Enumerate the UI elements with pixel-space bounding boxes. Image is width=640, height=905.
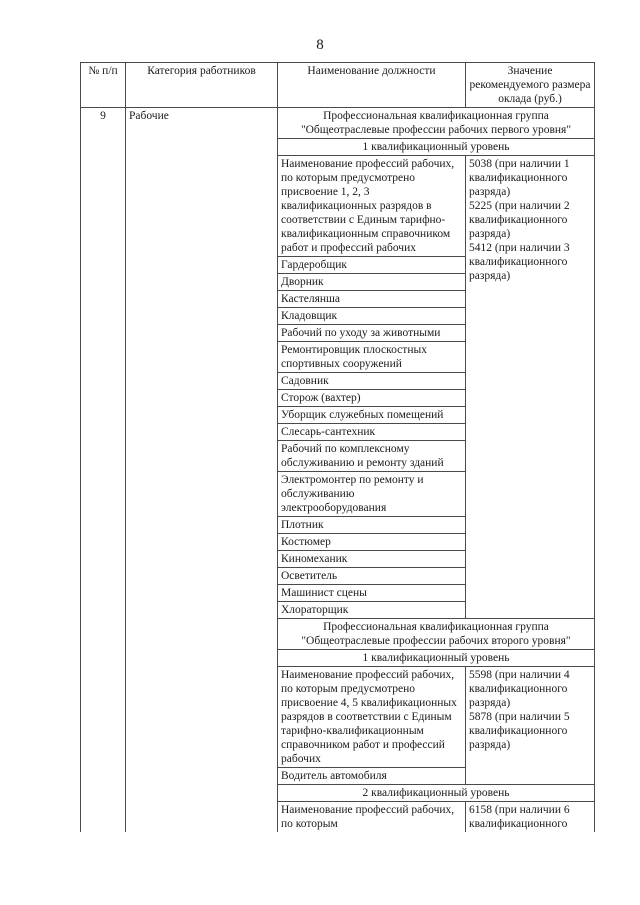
- salary-value: 6158 (при наличии 6 квалификационного: [469, 804, 570, 830]
- position-name: Кастелянша: [278, 291, 466, 308]
- salary-value: 5225 (при наличии 2 квалификационного разряда): [469, 200, 570, 240]
- position-name: Осветитель: [278, 568, 466, 585]
- salary-value: 5038 (при наличии 1 квалификационного разряда): [469, 158, 570, 198]
- group-title-line2: "Общеотраслевые профессии рабочих первого уровня": [300, 124, 572, 136]
- level-label: 2 квалификационный уровень: [278, 785, 595, 802]
- row-category: Рабочие: [126, 108, 278, 833]
- salary-value: 5878 (при наличии 5 квалификационного разряда): [469, 711, 570, 751]
- salary-value: 5598 (при наличии 4 квалификационного разряда): [469, 669, 570, 709]
- group-title: [278, 108, 595, 139]
- position-name: Уборщик служебных помещений: [278, 407, 466, 424]
- position-name: Электромонтер по ремонту и обслуживанию электрооборудования: [278, 472, 466, 517]
- header-number: № п/п: [81, 63, 126, 108]
- header-position: Наименование должности: [278, 63, 466, 108]
- position-name: Дворник: [278, 274, 466, 291]
- salary-cell: [466, 156, 595, 619]
- position-name: Водитель автомобиля: [278, 768, 466, 785]
- salary-cell: [466, 667, 595, 785]
- level-description: Наименование профессий рабочих, по которым: [278, 802, 466, 833]
- position-name: Рабочий по уходу за животными: [278, 325, 466, 342]
- position-name: Машинист сцены: [278, 585, 466, 602]
- group-title-line2: "Общеотраслевые профессии рабочих второго уровня": [301, 635, 571, 647]
- position-name: Хлораторщик: [278, 602, 466, 619]
- group-title-line1: Профессиональная квалификационная группа: [323, 621, 549, 633]
- position-name: Сторож (вахтер): [278, 390, 466, 407]
- table-header-row: [81, 63, 595, 108]
- header-category: Категория работников: [126, 63, 278, 108]
- position-name: Кладовщик: [278, 308, 466, 325]
- group-title-line1: Профессиональная квалификационная группа: [323, 110, 549, 122]
- level-label: 1 квалификационный уровень: [278, 650, 595, 667]
- position-name: Слесарь-сантехник: [278, 424, 466, 441]
- position-name: Садовник: [278, 373, 466, 390]
- page-number: 8: [316, 37, 324, 53]
- group-title-row: [81, 108, 595, 139]
- position-name: Рабочий по комплексному обслуживанию и ремонту зданий: [278, 441, 466, 472]
- position-name: Гардеробщик: [278, 257, 466, 274]
- salary-value: 5412 (при наличии 3 квалификационного разряда): [469, 242, 570, 282]
- header-salary: Значение рекомендуемого размера оклада (руб.): [466, 63, 595, 108]
- level-label: 1 квалификационный уровень: [278, 139, 595, 156]
- position-name: Плотник: [278, 517, 466, 534]
- position-name: Костюмер: [278, 534, 466, 551]
- position-name: Киномеханик: [278, 551, 466, 568]
- level-description: Наименование профессий рабочих, по которым предусмотрено присвоение 1, 2, 3 квалификационных разрядов в соответствии с Единым тарифно-квалификационным справочником работ и профессий рабочих: [278, 156, 466, 257]
- row-number: 9: [81, 108, 126, 833]
- salary-cell: [466, 802, 595, 833]
- group-title: [278, 619, 595, 650]
- level-description: Наименование профессий рабочих, по которым предусмотрено присвоение 4, 5 квалификационных разрядов в соответствии с Единым тарифно-квалификационным справочником работ и профессий рабочих: [278, 667, 466, 768]
- position-name: Ремонтировщик плоскостных спортивных сооружений: [278, 342, 466, 373]
- salary-table: [80, 62, 595, 832]
